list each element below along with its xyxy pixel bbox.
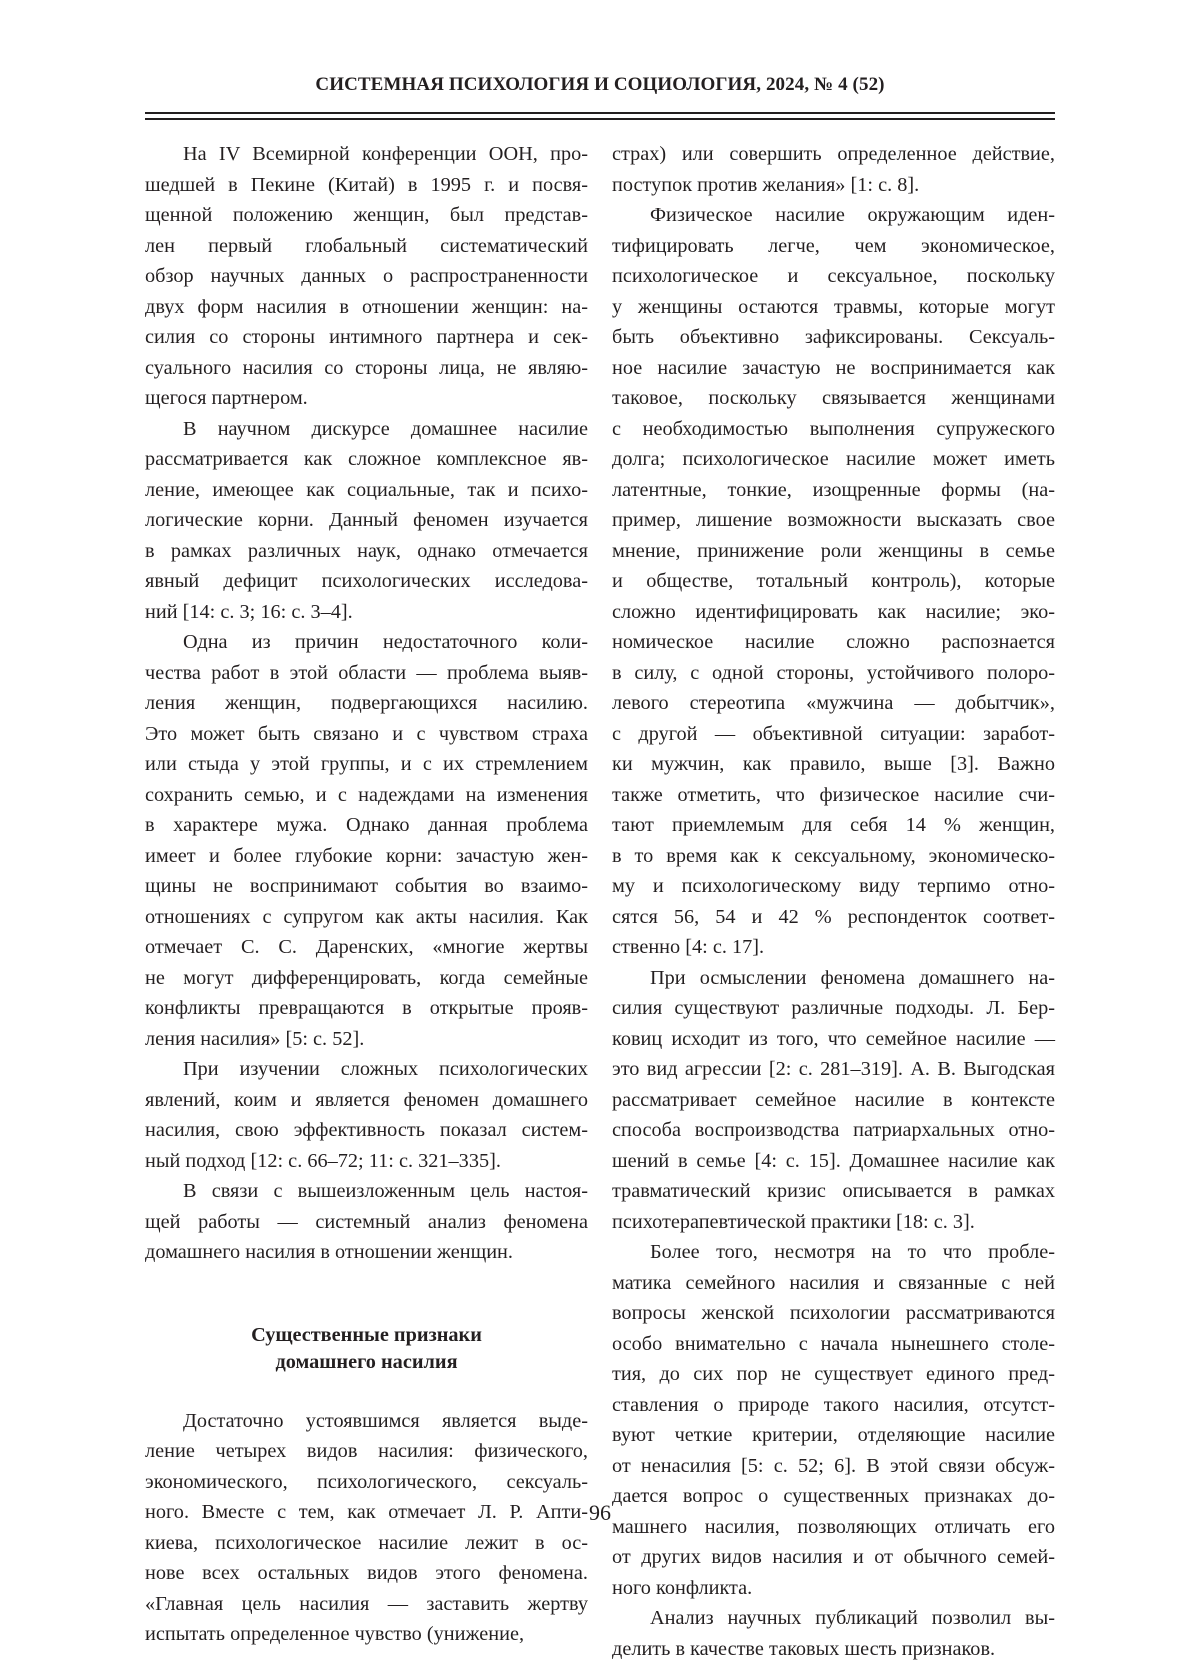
- text-line: машнего насилия, позволяющих отличать его: [612, 1512, 1055, 1543]
- text-line: силия со стороны интимного партнера и сек-: [145, 322, 588, 353]
- text-line: ный подход [12: с. 66–72; 11: с. 321–335].: [145, 1146, 588, 1177]
- text-line: делить в качестве таковых шесть признаков.: [612, 1634, 1055, 1664]
- text-line: сложно идентифицировать как насилие; эко-: [612, 597, 1055, 628]
- text-line: страх) или совершить определенное действие,: [612, 139, 1055, 170]
- text-line: психотерапевтической практики [18: с. 3].: [612, 1207, 1055, 1238]
- text-line: щины не воспринимают события во взаимо-: [145, 871, 588, 902]
- paragraph: [145, 139, 588, 414]
- text-line: тия, до сих пор не существует единого пред-: [612, 1359, 1055, 1390]
- text-line: особо внимательно с начала нынешнего столе-: [612, 1329, 1055, 1360]
- text-line: тифицировать легче, чем экономическое,: [612, 231, 1055, 262]
- text-line: также отметить, что физическое насилие счи-: [612, 780, 1055, 811]
- text-line: сятся 56, 54 и 42 % респонденток соответ-: [612, 902, 1055, 933]
- section-heading-line: домашнего насилия: [145, 1349, 588, 1376]
- text-line: ки мужчин, как правило, выше [3]. Важно: [612, 749, 1055, 780]
- text-line: му и психологическому виду терпимо отно-: [612, 871, 1055, 902]
- text-line: нове всех остальных видов этого феномена.: [145, 1558, 588, 1589]
- text-line: с необходимостью выполнения супружеского: [612, 414, 1055, 445]
- text-line: пример, лишение возможности высказать свое: [612, 505, 1055, 536]
- text-line: Анализ научных публикаций позволил вы-: [612, 1603, 1055, 1634]
- text-line: от других видов насилия и от обычного семей-: [612, 1542, 1055, 1573]
- text-line: с другой — объективной ситуации: заработ-: [612, 719, 1055, 750]
- text-line: Одна из причин недостаточного коли-: [145, 627, 588, 658]
- text-line: ного конфликта.: [612, 1573, 1055, 1604]
- text-line: таковое, поскольку связывается женщинами: [612, 383, 1055, 414]
- paragraph: [612, 200, 1055, 963]
- text-line: экономического, психологического, сексуаль-: [145, 1467, 588, 1498]
- text-line: не могут дифференцировать, когда семейные: [145, 963, 588, 994]
- text-line: насилия, свою эффективность показал систем-: [145, 1115, 588, 1146]
- text-line: в силу, с одной стороны, устойчивого полоро-: [612, 658, 1055, 689]
- text-line: суального насилия со стороны лица, не являю-: [145, 353, 588, 384]
- right-column: [612, 139, 1055, 1664]
- text-line: щегося партнером.: [145, 383, 588, 414]
- text-line: ковиц исходит из того, что семейное насилие —: [612, 1024, 1055, 1055]
- text-line: При осмыслении феномена домашнего на-: [612, 963, 1055, 994]
- text-line: ление, имеющее как социальные, так и психо-: [145, 475, 588, 506]
- paragraph: [145, 1054, 588, 1176]
- header-rule-top: [145, 112, 1055, 114]
- text-line: ления насилия» [5: с. 52].: [145, 1024, 588, 1055]
- journal-running-header: СИСТЕМНАЯ ПСИХОЛОГИЯ И СОЦИОЛОГИЯ, 2024, № 4 (52): [145, 74, 1055, 96]
- text-line: Физическое насилие окружающим иден-: [612, 200, 1055, 231]
- text-line: Достаточно устоявшимся является выде-: [145, 1406, 588, 1437]
- section-spacing: [145, 1376, 588, 1406]
- text-line: явлений, коим и является феномен домашнего: [145, 1085, 588, 1116]
- text-line: чества работ в этой области — проблема выяв-: [145, 658, 588, 689]
- text-line: Более того, несмотря на то что пробле-: [612, 1237, 1055, 1268]
- text-line: или стыда у этой группы, и с их стремлением: [145, 749, 588, 780]
- text-line: «Главная цель насилия — заставить жертву: [145, 1589, 588, 1620]
- header-rule-bottom: [145, 118, 1055, 120]
- text-line: ственно [4: с. 17].: [612, 932, 1055, 963]
- text-line: ставления о природе такого насилия, отсутст-: [612, 1390, 1055, 1421]
- text-line: в рамках различных наук, однако отмечается: [145, 536, 588, 567]
- text-line: обзор научных данных о распространенности: [145, 261, 588, 292]
- paragraph: [612, 963, 1055, 1238]
- text-line: Это может быть связано и с чувством страха: [145, 719, 588, 750]
- text-line: лен первый глобальный систематический: [145, 231, 588, 262]
- text-line: номическое насилие сложно распознается: [612, 627, 1055, 658]
- text-line: ление четырех видов насилия: физического,: [145, 1436, 588, 1467]
- paragraph: [145, 414, 588, 628]
- paragraph: [612, 139, 1055, 200]
- text-line: рассматривается как сложное комплексное яв-: [145, 444, 588, 475]
- paragraph: [612, 1603, 1055, 1664]
- text-line: способа воспроизводства патриархальных отно-: [612, 1115, 1055, 1146]
- page-number: 96: [0, 1500, 1200, 1526]
- text-line: латентные, тонкие, изощренные формы (на-: [612, 475, 1055, 506]
- paragraph: [145, 627, 588, 1054]
- text-line: рассматривает семейное насилие в контексте: [612, 1085, 1055, 1116]
- text-line: поступок против желания» [1: с. 8].: [612, 170, 1055, 201]
- text-line: В научном дискурсе домашнее насилие: [145, 414, 588, 445]
- text-line: мнение, принижение роли женщины в семье: [612, 536, 1055, 567]
- text-line: ное насилие зачастую не воспринимается как: [612, 353, 1055, 384]
- text-line: домашнего насилия в отношении женщин.: [145, 1237, 588, 1268]
- text-line: испытать определенное чувство (унижение,: [145, 1619, 588, 1650]
- text-line: логические корни. Данный феномен изучается: [145, 505, 588, 536]
- text-line: В связи с вышеизложенным цель настоя-: [145, 1176, 588, 1207]
- section-heading: [145, 1322, 588, 1376]
- left-column: [145, 139, 588, 1650]
- text-line: При изучении сложных психологических: [145, 1054, 588, 1085]
- text-line: матика семейного насилия и связанные с ней: [612, 1268, 1055, 1299]
- text-line: силия существуют различные подходы. Л. Бер-: [612, 993, 1055, 1024]
- text-line: имеет и более глубокие корни: зачастую жен-: [145, 841, 588, 872]
- text-line: это вид агрессии [2: с. 281–319]. А. В. Выгодская: [612, 1054, 1055, 1085]
- paragraph: [145, 1406, 588, 1650]
- text-line: психологическое и сексуальное, поскольку: [612, 261, 1055, 292]
- text-line: шедшей в Пекине (Китай) в 1995 г. и посвя-: [145, 170, 588, 201]
- text-line: сохранить семью, и с надеждами на изменения: [145, 780, 588, 811]
- text-line: ний [14: с. 3; 16: с. 3–4].: [145, 597, 588, 628]
- text-line: у женщины остаются травмы, которые могут: [612, 292, 1055, 323]
- text-line: вопросы женской психологии рассматриваются: [612, 1298, 1055, 1329]
- text-line: дается вопрос о существенных признаках до-: [612, 1481, 1055, 1512]
- text-line: конфликты превращаются в открытые прояв-: [145, 993, 588, 1024]
- text-line: тают приемлемым для себя 14 % женщин,: [612, 810, 1055, 841]
- paragraph: [612, 1237, 1055, 1603]
- section-spacing: [145, 1268, 588, 1322]
- text-line: двух форм насилия в отношении женщин: на-: [145, 292, 588, 323]
- text-line: ления женщин, подвергающихся насилию.: [145, 688, 588, 719]
- text-line: киева, психологическое насилие лежит в ос-: [145, 1528, 588, 1559]
- text-line: долга; психологическое насилие может иметь: [612, 444, 1055, 475]
- text-line: На IV Всемирной конференции ООН, про-: [145, 139, 588, 170]
- text-line: в то время как к сексуальному, экономическо-: [612, 841, 1055, 872]
- text-line: быть объективно зафиксированы. Сексуаль-: [612, 322, 1055, 353]
- section-heading-line: Существенные признаки: [145, 1322, 588, 1349]
- text-line: щей работы — системный анализ феномена: [145, 1207, 588, 1238]
- text-line: левого стереотипа «мужчина — добытчик»,: [612, 688, 1055, 719]
- text-line: вуют четкие критерии, отделяющие насилие: [612, 1420, 1055, 1451]
- text-line: травматический кризис описывается в рамках: [612, 1176, 1055, 1207]
- text-line: шений в семье [4: с. 15]. Домашнее насилие как: [612, 1146, 1055, 1177]
- text-line: в характере мужа. Однако данная проблема: [145, 810, 588, 841]
- text-line: явный дефицит психологических исследова-: [145, 566, 588, 597]
- text-line: щенной положению женщин, был представ-: [145, 200, 588, 231]
- text-line: отношениях с супругом как акты насилия. Как: [145, 902, 588, 933]
- text-line: от ненасилия [5: с. 52; 6]. В этой связи обсуж-: [612, 1451, 1055, 1482]
- text-line: отмечает С. С. Даренских, «многие жертвы: [145, 932, 588, 963]
- text-line: и обществе, тотальный контроль), которые: [612, 566, 1055, 597]
- paragraph: [145, 1176, 588, 1268]
- text-line: ного. Вместе с тем, как отмечает Л. Р. Апти-: [145, 1497, 588, 1528]
